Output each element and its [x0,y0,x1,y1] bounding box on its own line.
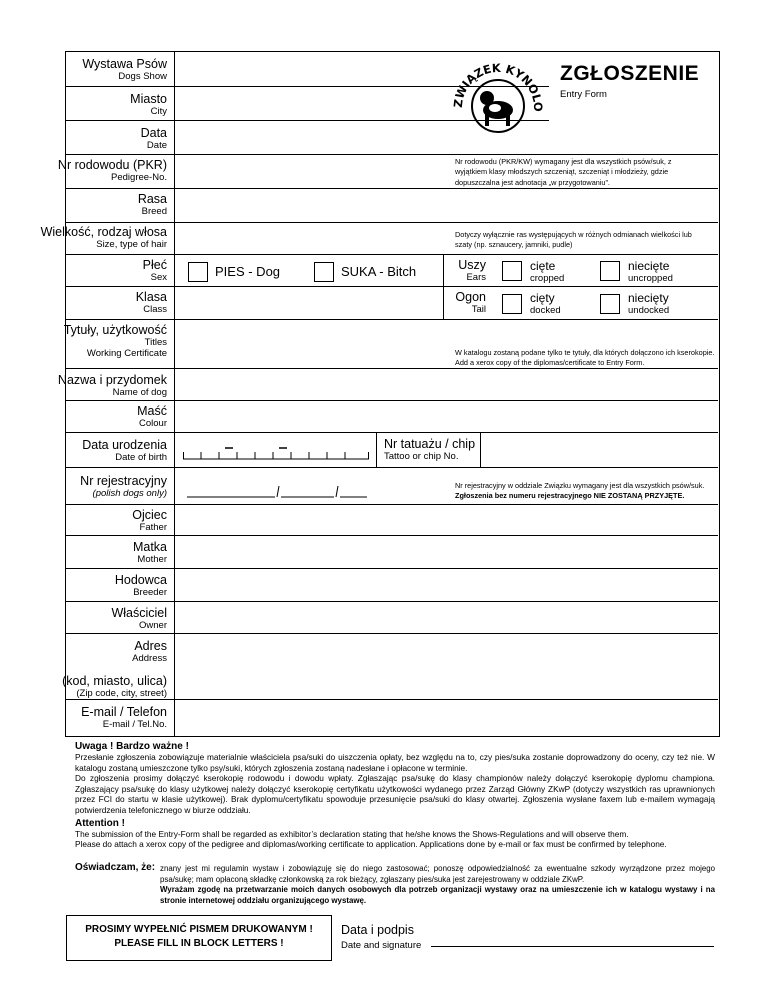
ears-uncropped-checkbox[interactable] [600,261,620,281]
declare-label: Oświadczam, że: [75,862,156,873]
block-letters-box: PROSIMY WYPEŁNIĆ PISMEM DRUKOWANYM ! PLEASE FILL IN BLOCK LETTERS ! [66,915,332,961]
notice-section: Uwaga ! Bardzo ważne ! Przesłanie zgłoszenia zobowiązuje materialnie właściciela psa/suki do uiszczenia opłaty, bez względu na to, czy pies/suka zostanie doprowadzony do oceny, czy też nie. W katalogu zostaną umieszczone tylko psy/suki, których zgłoszenia zostaną nadesłane i opłacone w terminie. Do zgłoszenia prosimy dołączyć kserokopię rodowodu i dowodu wpłaty. Zgłaszając psa/sukę do klasy championów należy dołączyć kserokopię dyplomu championa. Zgłaszający psa/sukę do klasy użytkowej należy dołączyć kserokopię certyfikatu użytkowości wydanego przez Zarząd Główny ZKwP (dotyczy wszystkich ras uprawnionych przez FCI do startu w klasie użytkowej). Brak dyplomu/certyfikatu spowoduje przesunięcie psa/suki do klasy otwartej. Zgłoszenia wysłane faxem lub e-mailem wymagają potwierdzenia telefonicznego w biurze oddziału. Attention ! The submission of the Entry-Form shall be regarded as exhibitor’s declaration stating that he/she knows the Shows-Regulations and will observe them. Please do attach a xerox copy of the pedigree and diplomas/working certificate to application. Applications done by e-mail or fax must be confirmed by telephone. [75,741,715,850]
pedigree-label: Nr rodowodu (PKR) Pedigree-No. [57,158,167,183]
size-note: Dotyczy wyłącznie ras występujących w różnych odmianach wielkości lub szaty (np. sznaucery, jamniki, pudle) [455,230,692,250]
father-label: Ojciec Father [132,508,167,533]
ears-cropped-label: cięte cropped [530,259,565,284]
tail-docked-checkbox[interactable] [502,294,522,314]
address-label: Adres Address (kod, miasto, ulica) (Zip code, city, street) [62,639,167,699]
registration-label: Nr rejestracyjny (polish dogs only) [80,474,167,499]
name-label: Nazwa i przydomek Name of dog [57,373,167,398]
birth-label: Data urodzenia Date of birth [82,438,167,463]
tail-undocked-label: niecięty undocked [628,291,670,316]
form-subtitle: Entry Form [560,89,607,100]
ears-cropped-checkbox[interactable] [502,261,522,281]
titles-label: Tytuły, użytkowość Titles Working Certificate [63,323,167,359]
registration-note: Nr rejestracyjny w oddziale Związku wymagany jest dla wszystkich psów/suk. Zgłoszenia bez numeru rejestracyjnego NIE ZOSTANĄ PRZYJĘTE. [455,481,705,501]
breeder-label: Hodowca Breeder [114,573,167,598]
colour-label: Maść Colour [137,404,167,429]
sex-label: Płeć Sex [142,258,167,283]
sex-bitch-checkbox[interactable] [314,262,334,282]
mother-label: Matka Mother [132,540,167,565]
declare-text: znany jest mi regulamin wystaw i zobowiązuję się do niego zastosować; ponoszę odpowiedzialność za ewentualne szkody wyrządzone przez mojego psa/sukę; mam opłaconą składkę członkowską za rok bieżący, zgłaszany pies/suka jest zarejestrowany w oddziale ZKwP. Wyrażam zgodę na przetwarzanie moich danych osobowych dla potrzeb organizacji wystawy oraz na umieszczenie ich w katalogu wystawy i na stronie internetowej oddziału organizującego wystawę. [160,864,715,905]
tail-undocked-checkbox[interactable] [600,294,620,314]
size-label: Wielkość, rodzaj włosa Size, type of hair [40,225,167,250]
show-label: Wystawa Psów Dogs Show [82,57,167,82]
signature-line[interactable] [431,946,714,947]
birth-date-boxes[interactable] [183,446,369,460]
titles-note: W katalogu zostaną podane tylko te tytuły, dla których dołączono ich kserokopie. Add a xerox copy of the diplomas/certificate to Entry Form. [455,348,715,368]
ears-label: Uszy Ears [458,258,486,283]
sex-bitch-label: SUKA - Bitch [341,264,417,279]
email-label: E-mail / Telefon E-mail / Tel.No. [81,705,167,730]
sex-dog-checkbox[interactable] [188,262,208,282]
date-label: Data Date [140,126,167,151]
sex-dog-label: PIES - Dog [215,264,281,279]
class-label: Klasa Class [135,290,167,315]
owner-label: Właściciel Owner [111,606,167,631]
signature-label: Data i podpis Date and signature [341,923,422,951]
tattoo-label: Nr tatuażu / chip Tattoo or chip No. [384,437,476,462]
tail-label: Ogon Tail [455,290,486,315]
tail-docked-label: cięty docked [530,291,561,316]
form-title: ZGŁOSZENIE [560,62,700,85]
logo-text: ZWIĄZEK KYNOLO [450,60,546,112]
logo [448,56,548,152]
breed-label: Rasa Breed [137,192,167,217]
ears-uncropped-label: niecięte uncropped [628,259,673,284]
city-label: Miasto City [130,92,167,117]
registration-input-lines[interactable] [187,484,367,498]
pedigree-note: Nr rodowodu (PKR/KW) wymagany jest dla wszystkich psów/suk, z wyjątkiem klasy młodszych szczeniąt, szczeniąt i młodzieży, gdzie dopuszczalna jest adnotacja „w przygotowaniu”. [455,157,672,187]
